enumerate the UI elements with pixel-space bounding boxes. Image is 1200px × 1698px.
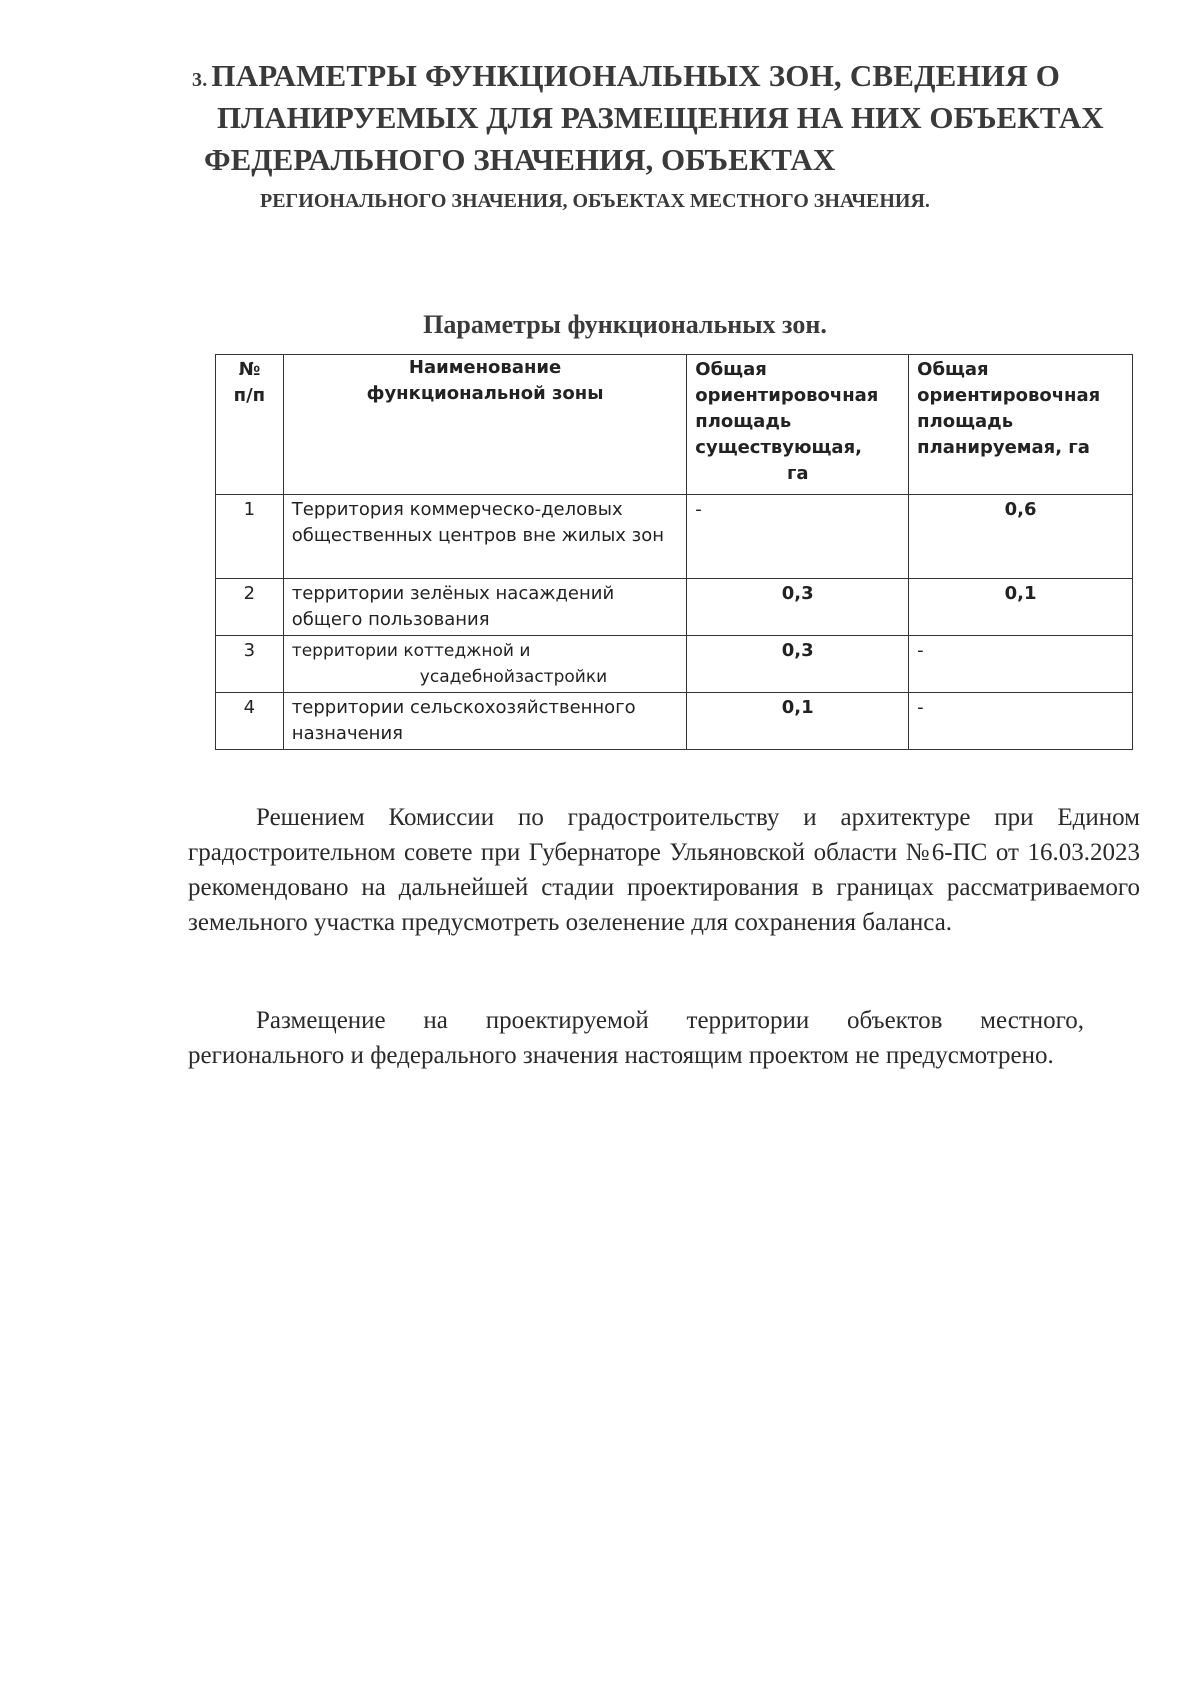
row-planned-area: - xyxy=(909,693,1133,750)
heading-number: 3. xyxy=(192,69,208,91)
header-existing-area xyxy=(687,355,909,495)
row-existing-area: 0,3 xyxy=(687,579,909,636)
table-row xyxy=(216,636,1133,693)
row-zone-name: территории зелёных насаждений общего пользования xyxy=(283,579,687,636)
header-number-line-2: п/п xyxy=(233,385,266,406)
table-row xyxy=(216,693,1133,750)
table-header-row xyxy=(216,355,1133,495)
header-number xyxy=(216,355,284,495)
row-existing-area: 0,1 xyxy=(687,693,909,750)
row-zone-name xyxy=(283,636,687,693)
heading-line-1-text: ПАРАМЕТРЫ ФУНКЦИОНАЛЬНЫХ ЗОН, СВЕДЕНИЯ О xyxy=(211,58,1061,93)
row-zone-name: Территория коммерческо-деловых общественных центров вне жилых зон xyxy=(283,495,687,579)
row-number: 4 xyxy=(216,693,284,750)
row-planned-area: - xyxy=(909,636,1133,693)
functional-zones-table xyxy=(215,354,1133,750)
heading-line-2: ПЛАНИРУЕМЫХ ДЛЯ РАЗМЕЩЕНИЯ НА НИХ ОБЪЕКТАХ xyxy=(217,100,1104,135)
paragraph-commission-decision xyxy=(188,800,1140,940)
paragraph-text: Решением Комиссии по градостроительству и архитектуре при Едином градостроительном совете при Губернаторе Ульяновской области №6-ПС от 16.03.2023 рекомендовано на дальнейшей стадии проектирования в границах рассматриваемого земельного участка предусмотреть озеленение для сохранения баланса. xyxy=(188,804,1140,936)
heading-line-3: ФЕДЕРАЛЬНОГО ЗНАЧЕНИЯ, ОБЪЕКТАХ xyxy=(204,142,836,177)
heading-line-1 xyxy=(192,58,1060,94)
row-existing-area: - xyxy=(687,495,909,579)
table-row xyxy=(216,495,1133,579)
header-zone-name: Наименование функциональной зоны xyxy=(283,355,687,495)
row-planned-area: 0,1 xyxy=(909,579,1133,636)
row-existing-area: 0,3 xyxy=(687,636,909,693)
heading-line-4: РЕГИОНАЛЬНОГО ЗНАЧЕНИЯ, ОБЪЕКТАХ МЕСТНОГО ЗНАЧЕНИЯ. xyxy=(260,190,930,212)
header-existing-area-unit: га xyxy=(786,463,809,484)
row-zone-name-line-1: территории коттеджной и xyxy=(291,641,531,661)
header-number-line-1: № xyxy=(238,359,261,380)
row-planned-area: 0,6 xyxy=(909,495,1133,579)
row-number: 2 xyxy=(216,579,284,636)
header-existing-area-text: Общая ориентировочная площадь существующая, xyxy=(695,359,879,458)
row-zone-name-line-2: усадебнойзастройки xyxy=(419,667,608,687)
table-title: Параметры функциональных зон. xyxy=(423,310,827,339)
row-zone-name: территории сельскохозяйственного назначения xyxy=(283,693,687,750)
row-number: 1 xyxy=(216,495,284,579)
header-planned-area: Общая ориентировочная площадь планируемая, га xyxy=(909,355,1133,495)
table-row xyxy=(216,579,1133,636)
row-number: 3 xyxy=(216,636,284,693)
paragraph-text: Размещение на проектируемой территории объектов местного, регионального и федерального значения настоящим проектом не предусмотрено. xyxy=(188,1007,1084,1069)
paragraph-objects-placement xyxy=(188,1003,1084,1073)
